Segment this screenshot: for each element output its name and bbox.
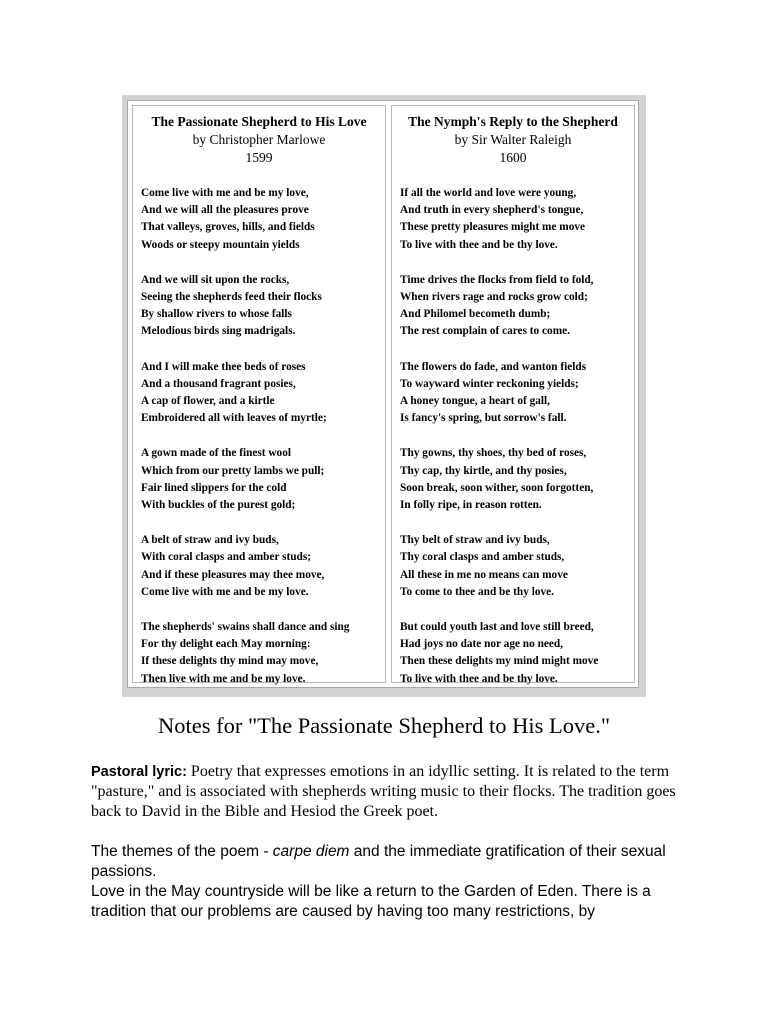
poem-line: Come live with me and be my love. bbox=[141, 585, 309, 598]
raleigh-poem-column bbox=[391, 105, 635, 683]
poem-year: 1600 bbox=[499, 150, 527, 165]
poem-line: When rivers rage and rocks grow cold; bbox=[400, 291, 588, 304]
marlowe-poem-column bbox=[132, 105, 386, 683]
poem-line: Had joys no date nor age no need, bbox=[400, 638, 563, 651]
poem-line: If all the world and love were young, bbox=[400, 187, 577, 199]
poem-line: To wayward winter reckoning yields; bbox=[400, 377, 579, 390]
themes-suffix: and the immediate gratification of their sexual passions. bbox=[91, 843, 666, 880]
pastoral-lyric-paragraph bbox=[91, 762, 691, 822]
poem-line: Time drives the flocks from field to fold, bbox=[400, 273, 594, 286]
poem-line: To come to thee and be thy love. bbox=[400, 585, 554, 598]
poem-author: by Sir Walter Raleigh bbox=[454, 132, 572, 147]
stanza bbox=[133, 185, 385, 254]
poem-line: Melodious birds sing madrigals. bbox=[141, 325, 296, 338]
poem-comparison-table bbox=[122, 95, 646, 697]
poem-line: A gown made of the finest wool bbox=[141, 447, 291, 460]
poem-line: Is fancy's spring, but sorrow's fall. bbox=[400, 412, 567, 425]
stanza bbox=[392, 359, 634, 428]
pastoral-lyric-term: Pastoral lyric: bbox=[91, 764, 187, 780]
poem-line: Thy coral clasps and amber studs, bbox=[400, 551, 565, 564]
poem-author: by Christopher Marlowe bbox=[192, 132, 326, 147]
poem-line: All these in me no means can move bbox=[400, 568, 568, 581]
poem-line: Thy belt of straw and ivy buds, bbox=[400, 534, 550, 547]
poem-line: For thy delight each May morning: bbox=[141, 638, 311, 651]
stanza bbox=[392, 532, 634, 601]
poem-line: And truth in every shepherd's tongue, bbox=[400, 204, 584, 217]
notes-heading: Notes for "The Passionate Shepherd to His Love." bbox=[157, 713, 611, 738]
poem-line: The flowers do fade, and wanton fields bbox=[400, 360, 587, 373]
poem-line: With coral clasps and amber studs; bbox=[141, 551, 311, 564]
stanza bbox=[133, 272, 385, 341]
poem-line: And I will make thee beds of roses bbox=[141, 360, 306, 373]
stanza bbox=[133, 445, 385, 514]
poem-table-inner bbox=[127, 100, 639, 688]
stanza-list bbox=[133, 185, 385, 688]
stanza bbox=[133, 619, 385, 688]
poem-line: But could youth last and love still breed, bbox=[400, 621, 594, 634]
themes-paragraph bbox=[91, 842, 691, 882]
poem-title: The Passionate Shepherd to His Love bbox=[151, 114, 367, 129]
poem-line: Thy cap, thy kirtle, and thy posies, bbox=[400, 464, 567, 477]
stanza bbox=[392, 445, 634, 514]
poem-line: By shallow rivers to whose falls bbox=[141, 308, 292, 321]
poem-line: And if these pleasures may thee move, bbox=[141, 568, 325, 581]
poem-line: If these delights thy mind may move, bbox=[141, 655, 319, 668]
poem-title: The Nymph's Reply to the Shepherd bbox=[408, 114, 618, 129]
poem-line: Then these delights my mind might move bbox=[400, 655, 599, 668]
stanza bbox=[392, 619, 634, 688]
notes-body bbox=[91, 762, 691, 922]
poem-line: And a thousand fragrant posies, bbox=[141, 377, 296, 390]
pastoral-lyric-definition: Poetry that expresses emotions in an idyllic setting. It is related to the term "pasture," and is associated with shepherds writing music to their flocks. The tradition goes back to David in the Bible and Hesiod the Greek poet. bbox=[91, 763, 676, 820]
poem-line: Soon break, soon wither, soon forgotten, bbox=[400, 481, 594, 494]
poem-line: With buckles of the purest gold; bbox=[141, 499, 296, 512]
stanza-list bbox=[392, 185, 634, 688]
poem-line: In folly ripe, in reason rotten. bbox=[400, 499, 542, 512]
poem-line: To live with thee and be thy love. bbox=[400, 672, 558, 685]
poem-line: Fair lined slippers for the cold bbox=[141, 481, 287, 494]
poem-line: And we will all the pleasures prove bbox=[141, 204, 309, 217]
poem-line: To live with thee and be thy love. bbox=[400, 238, 558, 251]
poem-line: Woods or steepy mountain yields bbox=[141, 238, 300, 251]
poem-line: Thy gowns, thy shoes, thy bed of roses, bbox=[400, 447, 587, 460]
stanza bbox=[392, 272, 634, 341]
stanza bbox=[133, 532, 385, 601]
garden-of-eden-paragraph: Love in the May countryside will be like a return to the Garden of Eden. There is a tradition that our problems are caused by having too many restrictions, by bbox=[91, 883, 651, 920]
stanza bbox=[133, 359, 385, 428]
poem-year: 1599 bbox=[245, 150, 273, 165]
carpe-diem-term: carpe diem bbox=[272, 843, 350, 860]
poem-line: A belt of straw and ivy buds, bbox=[141, 534, 279, 547]
poem-line: A honey tongue, a heart of gall, bbox=[400, 395, 550, 408]
stanza bbox=[392, 185, 634, 254]
poem-line: Seeing the shepherds feed their flocks bbox=[141, 291, 322, 304]
poem-line: And Philomel becometh dumb; bbox=[400, 308, 551, 321]
poem-line: A cap of flower, and a kirtle bbox=[141, 395, 275, 408]
poem-line: The rest complain of cares to come. bbox=[400, 325, 570, 338]
poem-line: Embroidered all with leaves of myrtle; bbox=[141, 412, 327, 425]
poem-line: And we will sit upon the rocks, bbox=[141, 273, 290, 286]
poem-line: These pretty pleasures might me move bbox=[400, 221, 586, 234]
poem-line: The shepherds' swains shall dance and sing bbox=[141, 621, 350, 634]
poem-line: That valleys, groves, hills, and fields bbox=[141, 221, 315, 234]
poem-line: Then live with me and be my love. bbox=[141, 672, 306, 685]
poem-line: Come live with me and be my love, bbox=[141, 187, 309, 199]
themes-prefix: The themes of the poem - bbox=[91, 843, 273, 860]
poem-line: Which from our pretty lambs we pull; bbox=[141, 464, 325, 477]
